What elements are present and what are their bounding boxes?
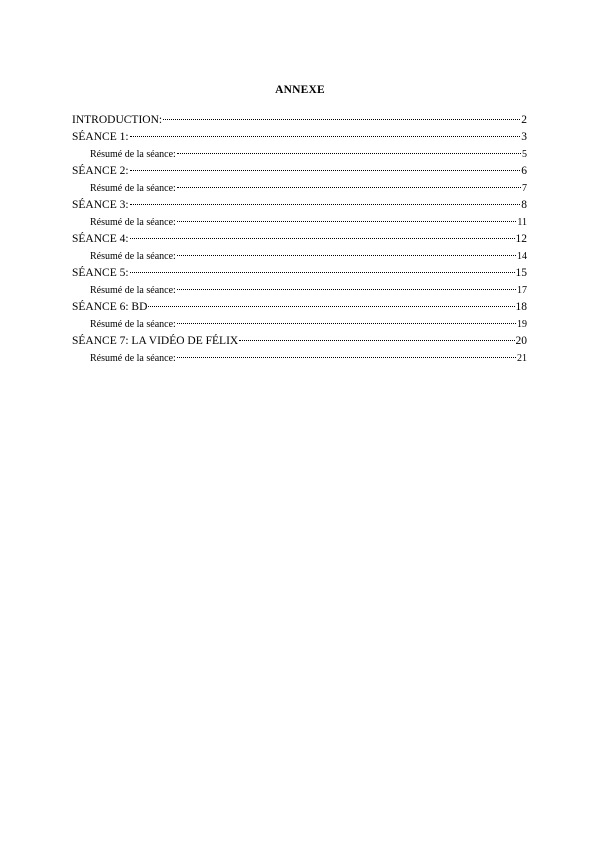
toc-entry-page: 15 — [515, 267, 527, 279]
toc-entry — [72, 231, 527, 248]
toc-entry-page: 12 — [515, 233, 527, 245]
toc-subentry-page: 19 — [517, 319, 527, 330]
toc-dot-leader — [177, 356, 516, 358]
toc-entry-page: 2 — [521, 114, 527, 126]
toc-dot-leader — [177, 254, 516, 256]
toc-dot-leader — [177, 322, 516, 324]
toc-dot-leader — [177, 186, 521, 188]
toc-dot-leader — [239, 339, 514, 341]
toc-subentry — [72, 350, 527, 367]
toc-dot-leader — [163, 118, 520, 120]
toc-subentry — [72, 316, 527, 333]
toc-subentry-page: 14 — [517, 251, 527, 262]
toc-subentry-label: Résumé de la séance: — [90, 251, 176, 262]
toc-entry — [72, 129, 527, 146]
toc-entry — [72, 112, 527, 129]
toc-dot-leader — [130, 271, 515, 273]
toc-subentry-label: Résumé de la séance: — [90, 183, 176, 194]
toc-dot-leader — [130, 169, 521, 171]
table-of-contents — [72, 112, 527, 367]
toc-subentry — [72, 282, 527, 299]
toc-subentry-label: Résumé de la séance: — [90, 319, 176, 330]
toc-subentry-page: 11 — [517, 217, 527, 228]
toc-entry-label: SÉANCE 1: — [72, 131, 129, 143]
page-title: ANNEXE — [275, 84, 325, 96]
toc-subentry — [72, 248, 527, 265]
toc-entry-label: SÉANCE 3: — [72, 199, 129, 211]
toc-entry — [72, 299, 527, 316]
toc-dot-leader — [177, 152, 521, 154]
toc-entry — [72, 197, 527, 214]
toc-dot-leader — [130, 135, 521, 137]
toc-entry-label: SÉANCE 2: — [72, 165, 129, 177]
toc-subentry — [72, 180, 527, 197]
toc-dot-leader — [148, 305, 514, 307]
toc-subentry-label: Résumé de la séance: — [90, 353, 176, 364]
toc-entry-page: 8 — [521, 199, 527, 211]
toc-subentry — [72, 214, 527, 231]
toc-entry-page: 20 — [515, 335, 527, 347]
toc-subentry-label: Résumé de la séance: — [90, 217, 176, 228]
toc-entry-label: SÉANCE 6: BD — [72, 301, 148, 313]
toc-entry-page: 3 — [521, 131, 527, 143]
toc-entry — [72, 333, 527, 350]
toc-entry-page: 6 — [521, 165, 527, 177]
toc-entry — [72, 163, 527, 180]
toc-subentry-page: 17 — [517, 285, 527, 296]
toc-subentry-label: Résumé de la séance: — [90, 285, 176, 296]
toc-entry-label: INTRODUCTION: — [72, 114, 163, 126]
toc-subentry-page: 7 — [522, 183, 527, 194]
toc-entry-label: SÉANCE 5: — [72, 267, 129, 279]
toc-subentry-page: 21 — [517, 353, 527, 364]
toc-dot-leader — [177, 220, 517, 222]
toc-dot-leader — [130, 203, 521, 205]
toc-entry-label: SÉANCE 4: — [72, 233, 129, 245]
toc-dot-leader — [177, 288, 516, 290]
toc-entry-label: SÉANCE 7: LA VIDÉO DE FÉLIX — [72, 335, 239, 347]
toc-entry-page: 18 — [515, 301, 527, 313]
toc-subentry-label: Résumé de la séance: — [90, 149, 176, 160]
toc-subentry-page: 5 — [522, 149, 527, 160]
toc-entry — [72, 265, 527, 282]
toc-dot-leader — [130, 237, 515, 239]
toc-subentry — [72, 146, 527, 163]
